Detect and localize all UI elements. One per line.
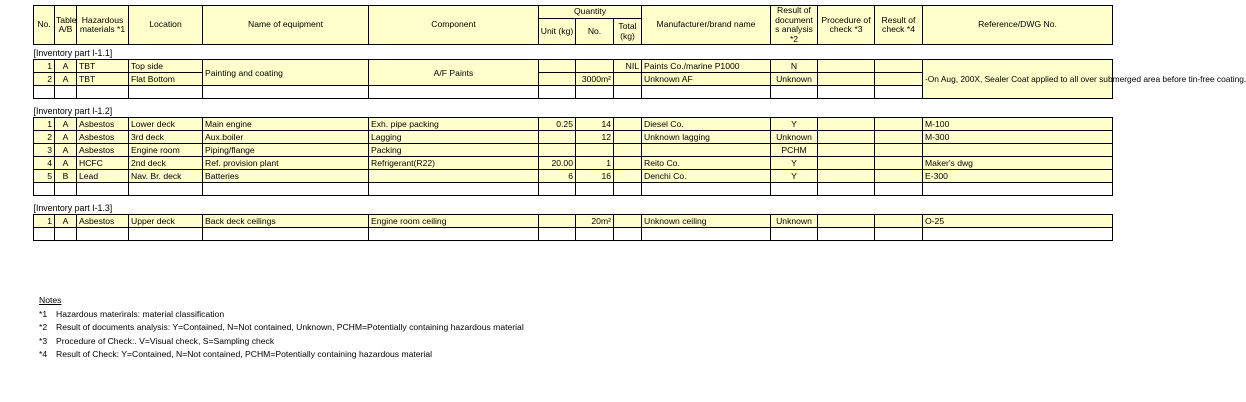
cell-no: 2	[34, 73, 55, 86]
cell-qty	[576, 60, 614, 73]
note-mark: *3	[39, 335, 48, 346]
cell-total	[614, 118, 642, 131]
cell-result-check	[875, 73, 923, 86]
table-row	[34, 157, 1113, 170]
cell-result-doc: Y	[771, 157, 818, 170]
header-row-1	[34, 6, 1113, 19]
table-row	[34, 131, 1113, 144]
cell-component: A/F Paints	[369, 60, 539, 86]
cell-table: A	[55, 73, 77, 86]
cell-procedure	[818, 118, 875, 131]
cell-table: A	[55, 157, 77, 170]
section-3	[34, 200, 1113, 241]
cell-table: A	[55, 118, 77, 131]
cell-unit	[539, 60, 576, 73]
cell-component: Exh. pipe packing	[369, 118, 539, 131]
cell-hazard: Asbestos	[77, 131, 129, 144]
cell-no: 4	[34, 157, 55, 170]
cell-qty	[576, 144, 614, 157]
cell-location: Nav. Br. deck	[129, 170, 203, 183]
cell-equipment: Piping/flange	[203, 144, 369, 157]
cell-equipment: Aux.boiler	[203, 131, 369, 144]
table-row	[34, 170, 1113, 183]
note-item	[39, 321, 524, 335]
cell-hazard: Asbestos	[77, 144, 129, 157]
cell-equipment: Painting and coating	[203, 60, 369, 86]
col-unit: Unit (kg)	[539, 19, 576, 45]
cell-location: Flat Bottom	[129, 73, 203, 86]
note-text: Procedure of Check:. V=Visual check, S=Sampling check	[56, 335, 275, 346]
cell-procedure	[818, 131, 875, 144]
notes-title: Notes	[39, 295, 62, 305]
cell-total	[614, 157, 642, 170]
cell-no: 1	[34, 118, 55, 131]
cell-component	[369, 170, 539, 183]
cell-result-doc: PCHM	[771, 144, 818, 157]
col-qty-no: No.	[576, 19, 614, 45]
cell-reference: O-25	[923, 215, 1113, 228]
cell-qty: 20m²	[576, 215, 614, 228]
col-procedure: Procedure of check *3	[818, 6, 875, 45]
cell-manufacturer: Unknown ceiling	[642, 215, 771, 228]
note-item	[39, 335, 524, 349]
cell-reference	[923, 144, 1113, 157]
cell-result-check	[875, 144, 923, 157]
cell-procedure	[818, 215, 875, 228]
cell-table: A	[55, 131, 77, 144]
note-mark: *2	[39, 322, 48, 332]
cell-qty: 3000m²	[576, 73, 614, 86]
cell-result-check	[875, 131, 923, 144]
cell-hazard: TBT	[77, 60, 129, 73]
cell-procedure	[818, 60, 875, 73]
note-text: Hazardous materirals: material classification	[56, 308, 225, 319]
inventory-table	[33, 5, 1246, 241]
cell-qty: 12	[576, 131, 614, 144]
cell-hazard: Lead	[77, 170, 129, 183]
table-row	[34, 118, 1113, 131]
section-2	[34, 103, 1113, 200]
cell-result-check	[875, 215, 923, 228]
cell-no: 1	[34, 215, 55, 228]
cell-result-doc: Unknown	[771, 131, 818, 144]
cell-result-check	[875, 60, 923, 73]
table-row	[34, 144, 1113, 157]
col-hazardous-materials: Hazardous materials *1	[77, 6, 129, 45]
cell-unit: 0.25	[539, 118, 576, 131]
cell-total	[614, 73, 642, 86]
notes	[39, 294, 524, 362]
cell-hazard: Asbestos	[77, 215, 129, 228]
cell-reference: M-100	[923, 118, 1113, 131]
cell-hazard: Asbestos	[77, 118, 129, 131]
cell-component: Packing	[369, 144, 539, 157]
cell-table: B	[55, 170, 77, 183]
cell-reference: M-300	[923, 131, 1113, 144]
col-quantity: Quantity	[539, 6, 642, 19]
cell-result-doc: Y	[771, 170, 818, 183]
cell-qty: 14	[576, 118, 614, 131]
cell-total	[614, 144, 642, 157]
section-title: [Inventory part I-1.2]	[34, 103, 1113, 118]
cell-qty: 16	[576, 170, 614, 183]
cell-manufacturer: Paints Co./marine P1000	[642, 60, 771, 73]
cell-result-doc: Unknown	[771, 73, 818, 86]
cell-location: Top side	[129, 60, 203, 73]
cell-result-check	[875, 118, 923, 131]
col-result-check: Result of check *4	[875, 6, 923, 45]
cell-manufacturer	[642, 144, 771, 157]
cell-unit	[539, 144, 576, 157]
cell-result-doc: N	[771, 60, 818, 73]
cell-qty: 1	[576, 157, 614, 170]
cell-procedure	[818, 157, 875, 170]
cell-procedure	[818, 144, 875, 157]
cell-result-doc: Y	[771, 118, 818, 131]
cell-equipment: Batteries	[203, 170, 369, 183]
cell-unit	[539, 215, 576, 228]
note-mark: *1	[39, 308, 48, 319]
col-total: Total (kg)	[614, 19, 642, 45]
cell-location: 2nd deck	[129, 157, 203, 170]
cell-table: A	[55, 215, 77, 228]
cell-procedure	[818, 73, 875, 86]
cell-location: Upper deck	[129, 215, 203, 228]
cell-equipment: Main engine	[203, 118, 369, 131]
cell-reference: E-300	[923, 170, 1113, 183]
cell-total	[614, 131, 642, 144]
col-equipment: Name of equipment	[203, 6, 369, 45]
section-title: [Inventory part I-1.3]	[34, 200, 1113, 215]
cell-unit: 6	[539, 170, 576, 183]
cell-total	[614, 170, 642, 183]
cell-location: Lower deck	[129, 118, 203, 131]
note-mark: *4	[39, 349, 48, 359]
col-result-document: Result of document s analysis *2	[771, 6, 818, 45]
section-title: [Inventory part I-1.1]	[34, 45, 1113, 60]
cell-no: 2	[34, 131, 55, 144]
note-text: Result of Check: Y=Contained, N=Not contained, PCHM=Potentially containing hazardous material	[56, 349, 433, 359]
cell-hazard: TBT	[77, 73, 129, 86]
section-1	[33, 45, 1246, 104]
cell-manufacturer: Unknown AF	[642, 73, 771, 86]
note-item	[39, 348, 524, 362]
cell-equipment: Ref. provision plant	[203, 157, 369, 170]
note-item	[39, 308, 524, 322]
cell-table: A	[55, 60, 77, 73]
cell-component: Engine room ceiling	[369, 215, 539, 228]
col-location: Location	[129, 6, 203, 45]
cell-total: NIL	[614, 60, 642, 73]
cell-unit	[539, 73, 576, 86]
cell-manufacturer: Diesel Co.	[642, 118, 771, 131]
blank-row	[34, 228, 1113, 241]
cell-component: Refrigerant(R22)	[369, 157, 539, 170]
table-row	[34, 60, 1113, 73]
cell-result-check	[875, 157, 923, 170]
cell-reference: -On Aug, 200X, Sealer Coat applied to all over submerged area before tin-free coating.	[923, 60, 1113, 99]
cell-location: 3rd deck	[129, 131, 203, 144]
table-row	[34, 215, 1113, 228]
col-table: Table A/B	[55, 6, 77, 45]
col-manufacturer: Manufacturer/brand name	[642, 6, 771, 45]
blank-row	[34, 183, 1113, 196]
cell-result-doc: Unknown	[771, 215, 818, 228]
cell-manufacturer: Denchi Co.	[642, 170, 771, 183]
cell-equipment: Back deck ceilings	[203, 215, 369, 228]
cell-manufacturer: Unknown lagging	[642, 131, 771, 144]
cell-hazard: HCFC	[77, 157, 129, 170]
cell-component: Lagging	[369, 131, 539, 144]
cell-unit: 20.00	[539, 157, 576, 170]
col-component: Component	[369, 6, 539, 45]
cell-unit	[539, 131, 576, 144]
cell-no: 3	[34, 144, 55, 157]
cell-location: Engine room	[129, 144, 203, 157]
cell-table: A	[55, 144, 77, 157]
cell-reference: Maker's dwg	[923, 157, 1113, 170]
cell-result-check	[875, 170, 923, 183]
note-text: Result of documents analysis: Y=Contained, N=Not contained, Unknown, PCHM=Potentially containing hazardous material	[56, 322, 524, 332]
cell-procedure	[818, 170, 875, 183]
cell-no: 5	[34, 170, 55, 183]
col-no: No.	[34, 6, 55, 45]
cell-total	[614, 215, 642, 228]
inventory-sheet	[33, 5, 1246, 241]
cell-no: 1	[34, 60, 55, 73]
cell-manufacturer: Reito Co.	[642, 157, 771, 170]
col-reference: Reference/DWG No.	[923, 6, 1113, 45]
